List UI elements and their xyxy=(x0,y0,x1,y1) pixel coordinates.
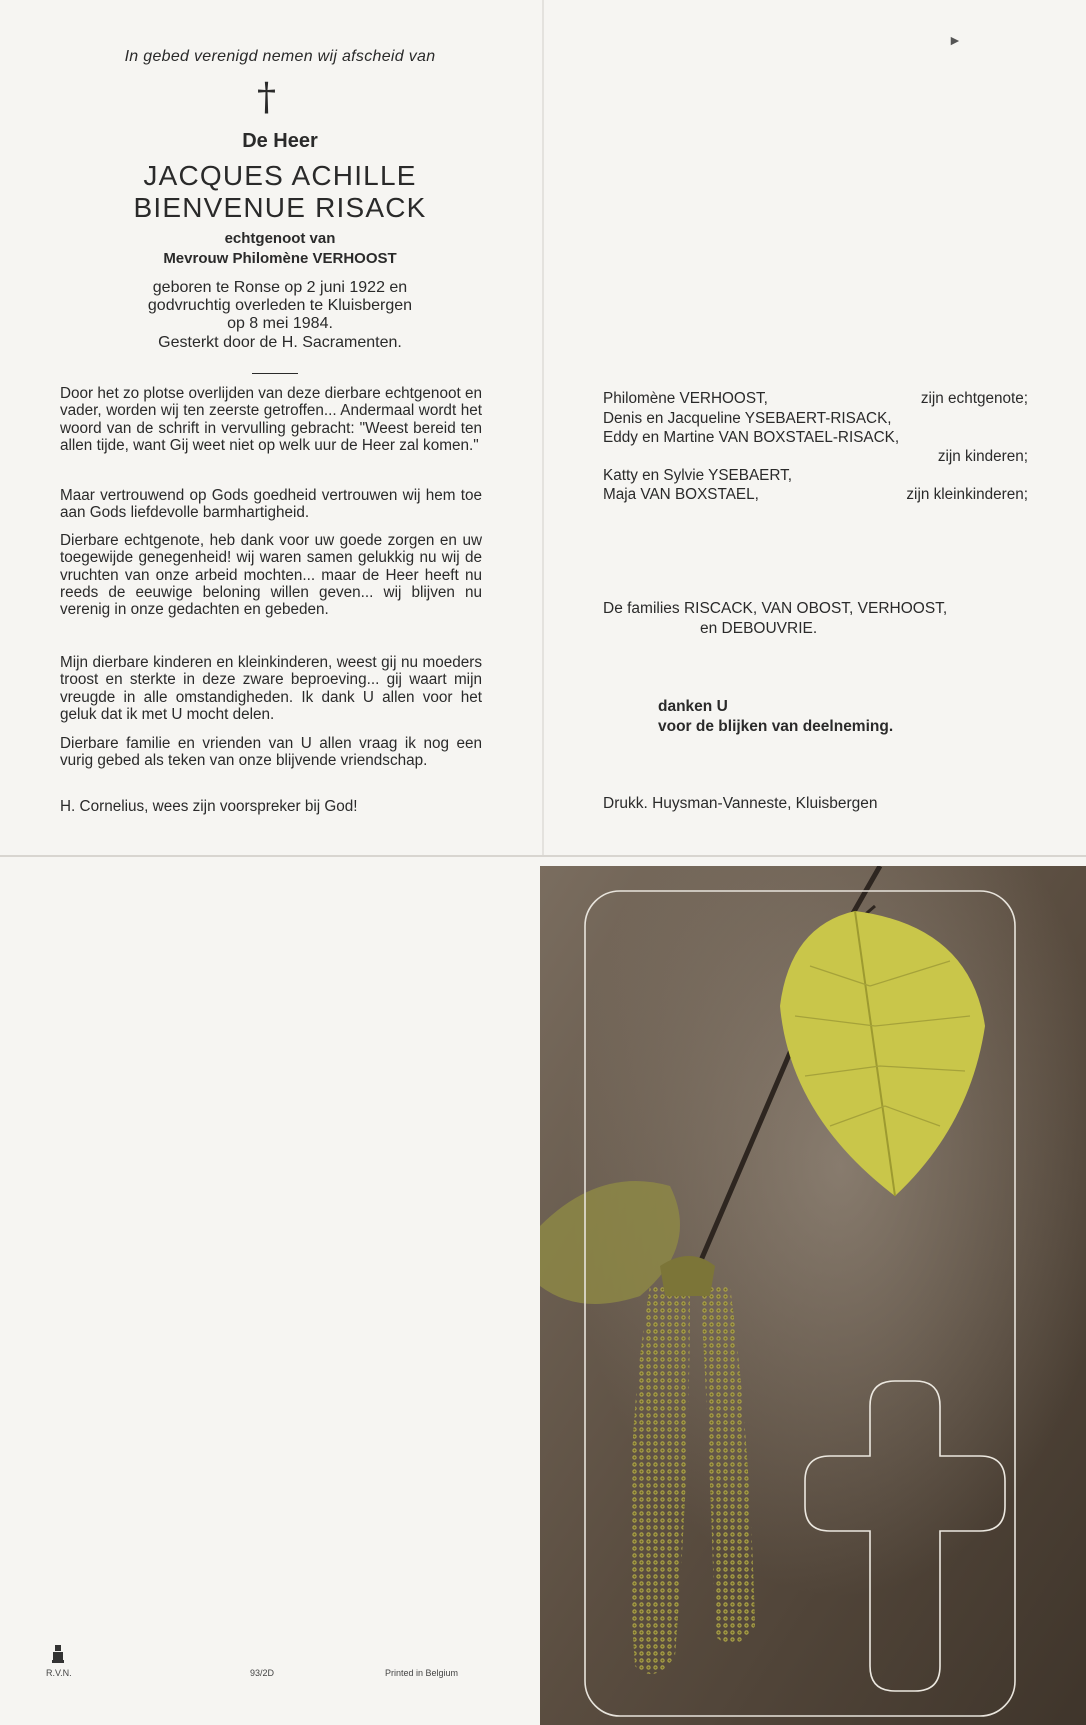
paragraph: H. Cornelius, wees zijn voorspreker bij God! xyxy=(60,798,358,815)
deceased-name-line2: BIENVENUE RISACK xyxy=(133,192,427,223)
family-row xyxy=(603,390,1028,408)
families-line: en DEBOUVRIE. xyxy=(700,620,818,637)
family-name: Denis en Jacqueline YSEBAERT-RISACK, xyxy=(603,410,892,427)
paragraph: Mijn dierbare kinderen en kleinkinderen, weest gij nu moeders troost en sterkte in deze zware beproeving... gij waart mijn vreugde in alle omstandigheden. Ik dank U allen voor het geluk dat ik met U mocht delen. xyxy=(60,654,482,723)
family-name: Philomène VERHOOST, xyxy=(603,390,768,407)
fold-line-vertical xyxy=(542,0,544,855)
paragraph: Dierbare familie en vrienden van U allen vraag ik nog een vurig gebed als teken van onze blijvende vriendschap. xyxy=(60,735,482,770)
family-row xyxy=(603,429,1028,447)
family-row xyxy=(603,467,1028,485)
thanks-line: voor de blijken van deelneming. xyxy=(658,718,894,735)
honorific: De Heer xyxy=(242,130,318,152)
family-name: Maja VAN BOXSTAEL, xyxy=(603,486,759,503)
family-role: zijn kinderen; xyxy=(937,448,1028,465)
family-row xyxy=(603,410,1028,428)
bio-line: op 8 mei 1984. xyxy=(227,315,333,332)
spouse-name: Mevrouw Philomène VERHOOST xyxy=(163,250,397,267)
family-row xyxy=(603,486,1028,504)
family-name: Eddy en Martine VAN BOXSTAEL-RISACK, xyxy=(603,429,900,446)
thanks-line: danken U xyxy=(658,698,728,715)
family-role: zijn kleinkinderen; xyxy=(906,486,1028,503)
paragraph: Door het zo plotse overlijden van deze dierbare echtgenoot en vader, worden wij ten zeerste getroffen... Andermaal wordt het woord van de schrift in vervulling gebracht: "Weest bereid ten allen tijde, want Gij weet niet op welk uur de Heer zal komen." xyxy=(60,385,482,454)
paragraph: Maar vertrouwend op Gods goedheid vertrouwen wij hem toe aan Gods liefdevolle barmhartigheid. xyxy=(60,487,482,522)
family-name: Katty en Sylvie YSEBAERT, xyxy=(603,467,793,484)
family-role: zijn echtgenote; xyxy=(920,390,1028,407)
corner-mark-icon: ► xyxy=(948,32,962,48)
printed-in: Printed in Belgium xyxy=(385,1668,459,1678)
families-line: De families RISCACK, VAN OBOST, VERHOOST, xyxy=(603,600,948,617)
deceased-name-line1: JACQUES ACHILLE xyxy=(143,160,417,191)
intro-text: In gebed verenigd nemen wij afscheid van xyxy=(124,48,436,65)
card-code: 93/2D xyxy=(250,1668,275,1678)
birch-catkin-photo xyxy=(540,866,1086,1725)
bio-line: geboren te Ronse op 2 juni 1922 en xyxy=(152,279,408,296)
publisher-mark: R.V.N. xyxy=(46,1668,72,1678)
spouse-intro: echtgenoot van xyxy=(224,230,336,247)
paragraph: Dierbare echtgenote, heb dank voor uw goede zorgen en uw toegewijde genegenheid! wij waren samen gelukkig nu wij de vruchten van onze arbeid mochten... maar de Heer heeft nu reeds de eeuwige beloning willen geven... wij blijven nu verenig in onze gedachten en gebeden. xyxy=(60,532,482,619)
fold-line-horizontal xyxy=(0,855,1086,857)
publisher-logo-icon xyxy=(52,1645,64,1663)
family-row xyxy=(603,448,1028,466)
printer-credit: Drukk. Huysman-Vanneste, Kluisbergen xyxy=(603,795,878,812)
divider xyxy=(252,373,298,374)
cross-icon: † xyxy=(257,75,276,119)
bio-line: Gesterkt door de H. Sacramenten. xyxy=(158,334,402,351)
bio-line: godvruchtig overleden te Kluisbergen xyxy=(147,297,413,314)
